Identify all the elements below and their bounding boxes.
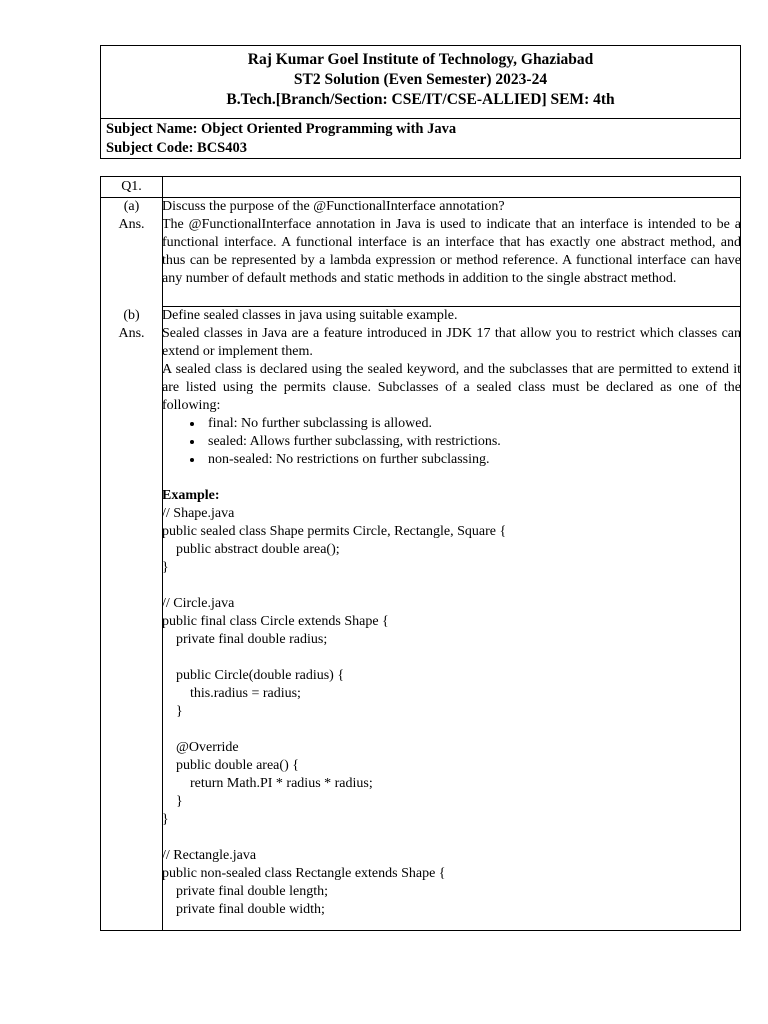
part-b-para1: Sealed classes in Java are a feature introduced in JDK 17 that allow you to restrict which classes can extend or implement them.: [162, 326, 741, 359]
list-item: • non-sealed: No restrictions on further subclassing.: [204, 451, 741, 469]
part-b-para2: A sealed class is declared using the sealed keyword, and the subclasses that are permitted to extend it are listed using the permits clause. Subclasses of a sealed class must be declared as one of the following:: [162, 362, 741, 413]
header-box: [100, 45, 741, 159]
part-a-ans-label: Ans.: [118, 217, 145, 232]
example-label: Example:: [162, 488, 220, 503]
question-number: Q1.: [121, 179, 142, 194]
part-a-answer: The @FunctionalInterface annotation in Java is used to indicate that an interface is intended to be a functional interface. A functional interface is an interface that has exactly one abstract method, and thus can be represented by a lambda expression or method reference. A functional interface can have any number of default methods and static methods in addition to the single abstract method.: [162, 217, 741, 286]
header-title: [101, 46, 740, 119]
list-item: • sealed: Allows further subclassing, with restrictions.: [204, 433, 741, 451]
part-b-label: (b): [123, 308, 140, 323]
subject-code: Subject Code: BCS403: [106, 140, 247, 156]
subject-info: [101, 119, 740, 159]
list-item: • final: No further subclassing is allowed.: [204, 415, 741, 433]
part-a-label: (a): [123, 199, 140, 214]
code-example: // Shape.java public sealed class Shape permits Circle, Rectangle, Square { public abstract double area(); } // Circle.java public final class Circle extends Shape { private final double radius; public Circle(double radius) { this.radius = radius; } @Override public double area() { return Math.PI * radius * radius; } } // Rectangle.java public non-sealed class Rectangle extends Shape { private final double length; private final double width;: [162, 506, 507, 917]
part-a-question: Discuss the purpose of the @FunctionalInterface annotation?: [162, 199, 505, 214]
part-a-content: [162, 198, 741, 288]
subject-name: Subject Name: Object Oriented Programming with Java: [106, 121, 457, 137]
subclass-modifier-list: [162, 415, 741, 469]
question-table: [100, 176, 741, 931]
institute-name: Raj Kumar Goel Institute of Technology, Ghaziabad: [247, 51, 594, 68]
part-b-question: Define sealed classes in java using suitable example.: [162, 308, 458, 323]
exam-title: ST2 Solution (Even Semester) 2023-24: [293, 71, 548, 88]
program-info: B.Tech.[Branch/Section: CSE/IT/CSE-ALLIED] SEM: 4th: [226, 91, 615, 108]
part-b-content: [162, 307, 741, 919]
part-b-ans-label: Ans.: [118, 326, 145, 341]
